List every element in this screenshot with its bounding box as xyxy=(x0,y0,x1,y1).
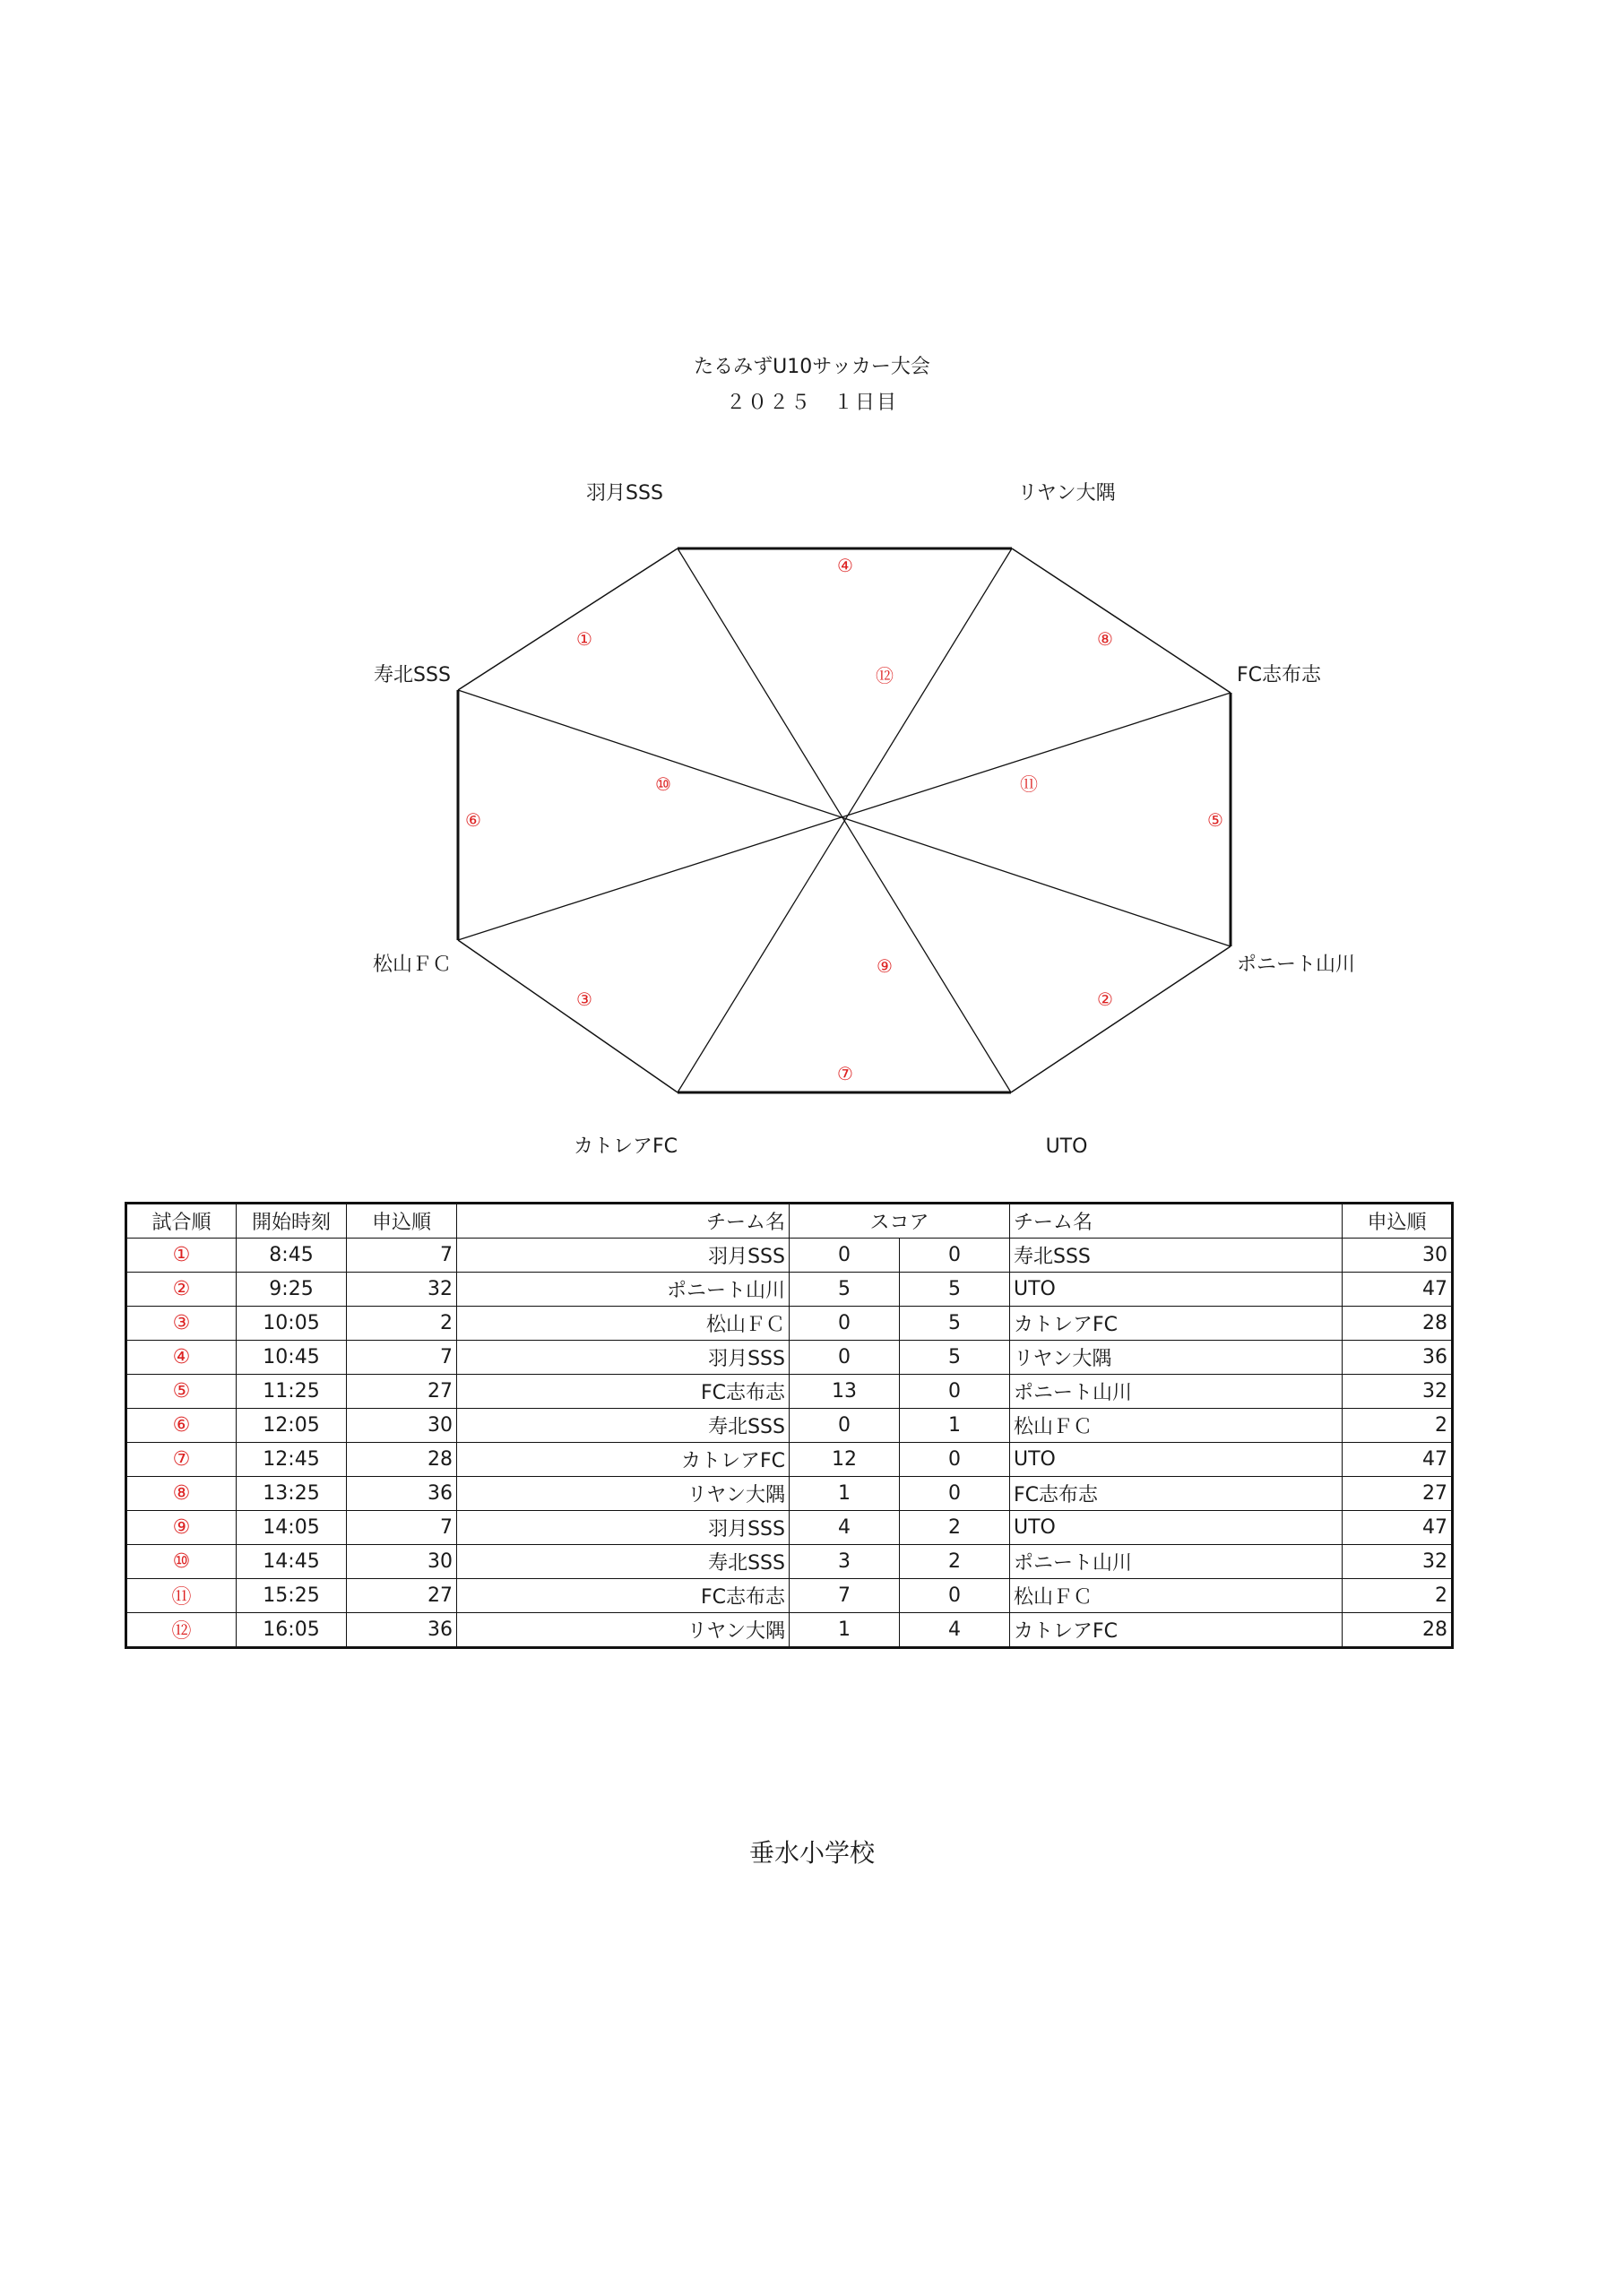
score-a: 0 xyxy=(790,1409,900,1443)
team-a-name: 羽月SSS xyxy=(457,1511,790,1545)
match-schedule-table xyxy=(125,1202,1454,1649)
team-label-hazuki: 羽月SSS xyxy=(586,482,663,505)
header-entry-b: 申込順 xyxy=(1343,1204,1453,1239)
match-label-12: ⑫ xyxy=(876,665,894,686)
entry-a: 36 xyxy=(347,1613,457,1648)
table-row xyxy=(126,1443,1453,1477)
team-b-name: UTO xyxy=(1010,1511,1343,1545)
team-b-name: UTO xyxy=(1010,1443,1343,1477)
start-time: 9:25 xyxy=(237,1273,347,1307)
match-label-8: ⑧ xyxy=(1097,628,1113,650)
match-label-6: ⑥ xyxy=(465,809,481,831)
team-b-name: UTO xyxy=(1010,1273,1343,1307)
table-row xyxy=(126,1409,1453,1443)
match-label-4: ④ xyxy=(837,555,853,576)
score-b: 4 xyxy=(900,1613,1010,1648)
match-label-10: ⑩ xyxy=(655,773,671,795)
score-a: 4 xyxy=(790,1511,900,1545)
diagonal-fc-matsuyama xyxy=(458,693,1231,940)
entry-b: 30 xyxy=(1343,1239,1453,1273)
score-b: 5 xyxy=(900,1341,1010,1375)
table-header-row xyxy=(126,1204,1453,1239)
team-a-name: 寿北SSS xyxy=(457,1409,790,1443)
match-order: ⑥ xyxy=(126,1409,237,1443)
table-row xyxy=(126,1239,1453,1273)
table-row xyxy=(126,1375,1453,1409)
team-b-name: 松山ＦＣ xyxy=(1010,1579,1343,1613)
score-b: 2 xyxy=(900,1545,1010,1579)
entry-b: 47 xyxy=(1343,1273,1453,1307)
score-b: 5 xyxy=(900,1273,1010,1307)
edge-top-left xyxy=(458,548,678,690)
entry-b: 32 xyxy=(1343,1545,1453,1579)
entry-a: 7 xyxy=(347,1239,457,1273)
entry-b: 2 xyxy=(1343,1409,1453,1443)
score-b: 1 xyxy=(900,1409,1010,1443)
team-a-name: FC志布志 xyxy=(457,1579,790,1613)
score-a: 1 xyxy=(790,1613,900,1648)
venue-name: 垂水小学校 xyxy=(748,1838,875,1868)
team-label-matsuyama: 松山ＦＣ xyxy=(372,954,453,976)
entry-a: 7 xyxy=(347,1511,457,1545)
team-a-name: リヤン大隅 xyxy=(457,1477,790,1511)
header-team-b: チーム名 xyxy=(1010,1204,1343,1239)
entry-b: 47 xyxy=(1343,1511,1453,1545)
team-a-name: FC志布志 xyxy=(457,1375,790,1409)
entry-a: 7 xyxy=(347,1341,457,1375)
start-time: 14:05 xyxy=(237,1511,347,1545)
match-label-7: ⑦ xyxy=(837,1063,853,1084)
team-label-kotobuki: 寿北SSS xyxy=(374,664,451,686)
match-order: ② xyxy=(126,1273,237,1307)
score-a: 7 xyxy=(790,1579,900,1613)
start-time: 13:25 xyxy=(237,1477,347,1511)
entry-a: 36 xyxy=(347,1477,457,1511)
team-a-name: 羽月SSS xyxy=(457,1239,790,1273)
team-b-name: ポニート山川 xyxy=(1010,1545,1343,1579)
team-b-name: 松山ＦＣ xyxy=(1010,1409,1343,1443)
team-b-name: リヤン大隅 xyxy=(1010,1341,1343,1375)
entry-a: 30 xyxy=(347,1545,457,1579)
start-time: 16:05 xyxy=(237,1613,347,1648)
score-a: 13 xyxy=(790,1375,900,1409)
diagonal-kotobuki-ponito xyxy=(458,690,1231,946)
tournament-title: たるみずU10サッカー大会 xyxy=(694,356,930,378)
header-order: 試合順 xyxy=(126,1204,237,1239)
header-score: スコア xyxy=(790,1204,1010,1239)
match-order: ④ xyxy=(126,1341,237,1375)
start-time: 12:05 xyxy=(237,1409,347,1443)
score-b: 0 xyxy=(900,1477,1010,1511)
match-label-9: ⑨ xyxy=(877,955,893,977)
entry-a: 32 xyxy=(347,1273,457,1307)
start-time: 15:25 xyxy=(237,1579,347,1613)
entry-a: 28 xyxy=(347,1443,457,1477)
match-order: ① xyxy=(126,1239,237,1273)
score-a: 1 xyxy=(790,1477,900,1511)
start-time: 10:45 xyxy=(237,1341,347,1375)
start-time: 14:45 xyxy=(237,1545,347,1579)
score-b: 0 xyxy=(900,1579,1010,1613)
score-a: 0 xyxy=(790,1239,900,1273)
team-a-name: ポニート山川 xyxy=(457,1273,790,1307)
table-row xyxy=(126,1477,1453,1511)
match-order: ⑧ xyxy=(126,1477,237,1511)
match-label-5: ⑤ xyxy=(1207,809,1223,831)
edge-bottom-left xyxy=(458,940,678,1092)
match-label-11: ⑪ xyxy=(1020,773,1038,795)
match-label-3: ③ xyxy=(576,988,592,1010)
score-a: 0 xyxy=(790,1341,900,1375)
score-a: 12 xyxy=(790,1443,900,1477)
match-label-2: ② xyxy=(1097,988,1113,1010)
start-time: 11:25 xyxy=(237,1375,347,1409)
header-entry-a: 申込順 xyxy=(347,1204,457,1239)
entry-b: 2 xyxy=(1343,1579,1453,1613)
team-b-name: ポニート山川 xyxy=(1010,1375,1343,1409)
table-row xyxy=(126,1511,1453,1545)
table-row xyxy=(126,1273,1453,1307)
team-a-name: リヤン大隅 xyxy=(457,1613,790,1648)
team-a-name: 羽月SSS xyxy=(457,1341,790,1375)
match-label-1: ① xyxy=(576,628,592,650)
start-time: 8:45 xyxy=(237,1239,347,1273)
entry-a: 2 xyxy=(347,1307,457,1341)
score-a: 3 xyxy=(790,1545,900,1579)
entry-b: 28 xyxy=(1343,1307,1453,1341)
entry-b: 36 xyxy=(1343,1341,1453,1375)
table-row xyxy=(126,1341,1453,1375)
entry-b: 28 xyxy=(1343,1613,1453,1648)
match-order: ⑪ xyxy=(126,1579,237,1613)
team-b-name: カトレアFC xyxy=(1010,1307,1343,1341)
team-label-uto: UTO xyxy=(1045,1135,1088,1158)
team-a-name: 松山ＦＣ xyxy=(457,1307,790,1341)
match-order: ③ xyxy=(126,1307,237,1341)
match-order: ⑩ xyxy=(126,1545,237,1579)
header-start-time: 開始時刻 xyxy=(237,1204,347,1239)
match-order: ⑦ xyxy=(126,1443,237,1477)
team-a-name: 寿北SSS xyxy=(457,1545,790,1579)
score-b: 2 xyxy=(900,1511,1010,1545)
table-row xyxy=(126,1579,1453,1613)
tournament-date: ２０２５ １日目 xyxy=(725,392,898,414)
team-b-name: カトレアFC xyxy=(1010,1613,1343,1648)
team-label-riyan: リヤン大隅 xyxy=(1017,482,1116,505)
entry-a: 27 xyxy=(347,1579,457,1613)
match-order: ⑫ xyxy=(126,1613,237,1648)
match-order: ⑤ xyxy=(126,1375,237,1409)
team-label-ponito: ポニート山川 xyxy=(1237,954,1356,976)
score-b: 0 xyxy=(900,1443,1010,1477)
entry-b: 27 xyxy=(1343,1477,1453,1511)
team-b-name: 寿北SSS xyxy=(1010,1239,1343,1273)
score-b: 5 xyxy=(900,1307,1010,1341)
score-b: 0 xyxy=(900,1239,1010,1273)
team-label-fc-shibushi: FC志布志 xyxy=(1237,664,1322,686)
team-a-name: カトレアFC xyxy=(457,1443,790,1477)
header-team-a: チーム名 xyxy=(457,1204,790,1239)
entry-b: 47 xyxy=(1343,1443,1453,1477)
edge-bottom-right xyxy=(1011,946,1231,1092)
score-a: 5 xyxy=(790,1273,900,1307)
entry-b: 32 xyxy=(1343,1375,1453,1409)
team-b-name: FC志布志 xyxy=(1010,1477,1343,1511)
score-a: 0 xyxy=(790,1307,900,1341)
table-row xyxy=(126,1613,1453,1648)
entry-a: 30 xyxy=(347,1409,457,1443)
team-label-cattleya: カトレアFC xyxy=(573,1135,678,1158)
entry-a: 27 xyxy=(347,1375,457,1409)
diagonals xyxy=(458,548,1231,1092)
score-b: 0 xyxy=(900,1375,1010,1409)
edge-top-right xyxy=(1012,548,1231,693)
start-time: 10:05 xyxy=(237,1307,347,1341)
start-time: 12:45 xyxy=(237,1443,347,1477)
table-row xyxy=(126,1307,1453,1341)
match-order: ⑨ xyxy=(126,1511,237,1545)
table-row xyxy=(126,1545,1453,1579)
